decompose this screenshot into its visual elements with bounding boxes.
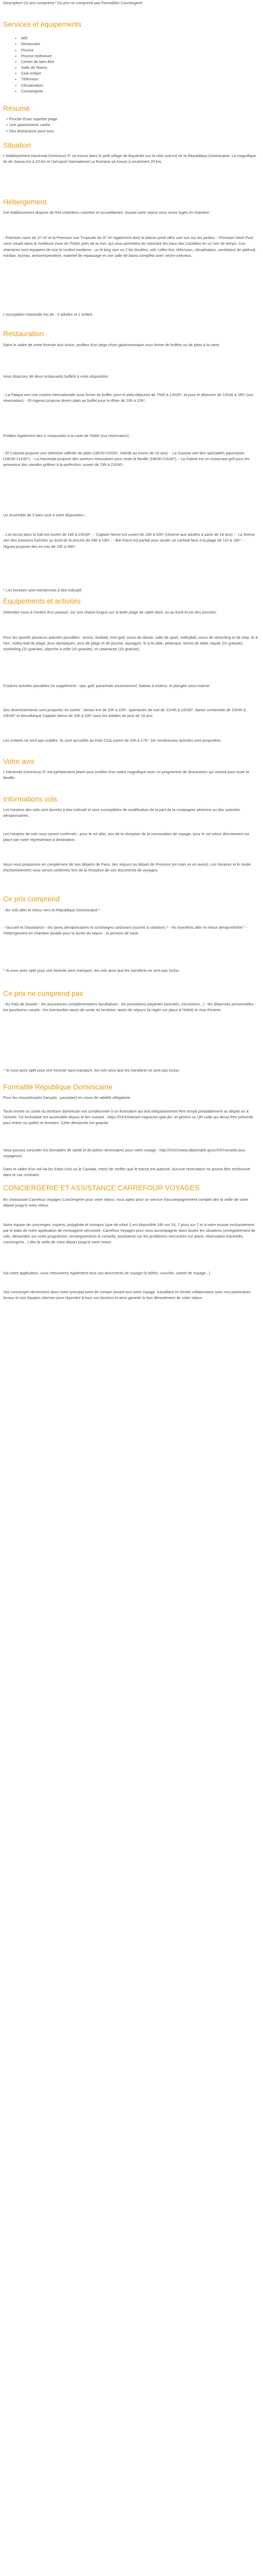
hebergement-rooms: - Premium room de 37 m² et la Premium vue Tropicale de 37 m² également dont le balcon privé offre une vue sur les jardins. - Premium Nivel Pool room située dans le meilleure zone de l'hôtel, près de la mer, qui vous permettra de rejoindre les eaux des Caraïbes en un rien de temps. Ces chambres sont équipées de tout le confort moderne : un lit king size ou 2 lits doubles, wifi, coffre-fort, télévision, climatisation, ventilateur de plafond, minibar, bureau, armoire/penderie, matériel de repassage et une salle de bains complète avec sèche-cheveux. xyxy=(3,235,256,258)
service-item: • Club enfant xyxy=(21,70,258,76)
prix-comprend-title: Ce prix comprend xyxy=(3,895,60,903)
informations-title: Informations vols xyxy=(3,795,57,803)
service-item: • Salle de fitness xyxy=(21,65,258,70)
hebergement-occupancy: L'occupation maximale est de : 3 adultes et 1 enfant. xyxy=(3,312,94,317)
resume-item: • Une gastronomie variée xyxy=(3,122,258,128)
equipements-title: Equipements et activités xyxy=(3,597,81,606)
services-title: Services et équipements xyxy=(3,20,82,28)
informations-p2: Les horaires de vols vous seront confirmés : pour le vol aller, lors de la réception de la convocation de voyage, pour le vol retour directement sur place par notre représentant à destination. xyxy=(3,832,250,843)
situation-title: Situation xyxy=(3,141,31,149)
formalite-title: Formalité République Dominicaine xyxy=(3,1083,113,1092)
restauration-buffets-intro: Vous disposez de deux restaurants buffets à votre disposition : xyxy=(3,373,110,379)
hebergement-title: Hébergement xyxy=(3,198,47,206)
conciergerie-p2: Notre équipe de concierges, experts, polyglotte et humains (que de robot !) est disponible 24h sur 24, 7 jours sur 7 et à votre écoute exclusivement par le biais de notre application de messagerie sécurisée, Carrefour Voyages pour vous accompagner dans toutes les situations (enregistrement de vols, demandes sur votre programme, renseignements & conseils, assistance sur les problèmes rencontrés sur place, réservation d'activités, conciergerie...) dès la veille de votre départ jusqu'à votre retour. xyxy=(3,1222,256,1245)
informations-p3: Nous vous proposons en complément de nos départs de Paris, des séjours au départ de Province (en train ou en avion). Les horaires et le mode d'acheminement vous seront confirmés lors de la réception de vos documents de voyages. xyxy=(3,862,251,873)
resume-title: Résumé xyxy=(3,104,30,112)
formalite-p1: Pour les ressortissants français : passeport en cours de validité obligatoire. xyxy=(3,1095,132,1100)
service-item: • Piscine xyxy=(21,47,258,53)
votre-avis-text: L'Hacienda Dominicus 5* est parfaitement placé pour profiter d'un cadre magnifique avec un programme de distractions qui mixera pour toute la famille. xyxy=(3,770,249,781)
service-item: • Télévision xyxy=(21,76,258,82)
situation-text: L'établissement Hacienda Dominicus 5* se trouve dans le petit village de Bayahibe sur la côte sud-est de la République Dominicaine. La magnifique Ile de Saona est à 23 km et l'aéroport international La Romana se trouve à seulement 20 km. xyxy=(3,153,256,164)
equipements-p5: Les enfants ne sont pas oubliés. Ils sont accueillis au Kids Club ouvert de 10h à 17h*. De nombreuses activités sont proposées. xyxy=(3,738,222,743)
services-list xyxy=(3,35,258,94)
section-nav: Description Ce prix comprend / Ce prix ne comprend pas Formalités Conciergerie xyxy=(3,1,143,5)
formalite-p2: Toute entrée ou sortie du territoire dominicain est conditionnée à un formulaire qui doit obligatoirement être rempli préalablement au départ ou à l'arrivée. Ce formulaire est accessible depuis le lien suivant : https://XXXXeticket.migracion.gob.do/, et génère un QR code qui devra être présenté pour entrer ou quitter le territoire. Cette démarche est gratuite. xyxy=(3,1108,254,1125)
restauration-buffets: - La Palapa sert une cuisine internationale sous forme de buffet, pour le petit-déjeuner de 7h00 à 12h30*, et pour le déjeuner de 12h30 à 16h* (sur réservation). - El Ingenio propose divers plats au buffet pour le dîner de 19h à 22h*. xyxy=(3,392,254,403)
restauration-intro: Dans le cadre de votre formule tout inclus, profitez d'un large choix gastronomique sous forme de buffets ou de plats à la carte. xyxy=(3,342,220,347)
conciergerie-title: CONCIERGERIE ET ASSISTANCE CARREFOUR VOYAGES xyxy=(3,1183,200,1192)
informations-p1: Les horaires des vols sont donnés à titre indicatif et sont susceptibles de modification de la part de la compagnie aérienne ou des autorités aéroportuaires. xyxy=(3,807,240,818)
conciergerie-p4: Vos concierges deviennent alors votre principal point de contact durant tout votre voyage, travaillant en étroite collaboration avec nos partenaires locaux et nos équipes internes pour répondre à tous vos besoins et ainsi garantir le bon déroulement de votre séjour. xyxy=(3,1289,251,1301)
equipements-p1: Détendez-vous à l'ombre d'un parasol, sur une chaise longue sur la belle plage de sable doré, ou au bord d'une des piscines. xyxy=(3,609,217,615)
restauration-bars: - Los Arcos dans le hall est ouvert de 18h à 23h30* ; - Captain Nemo est ouvert de 23h à 02h* (réservé aux adultes à partir de 18 ans) ; - La Sirena sert des boissons fraîches au bord de la piscine de 09h à 18h* ; - Bar Parra est parfait pour siroter un cocktail face à la plage de 11h à 18h* ; - Higuey propose des en-cas de 23h à 06h*. xyxy=(3,532,255,549)
prix-comprend-note: * Si vous avez opté pour une formule sans transport, les vols ainsi que les transferts ne sont pas inclus. xyxy=(3,968,180,973)
votre-avis-title: Votre avis xyxy=(3,757,35,765)
restauration-note: * Les horaires sont mentionnés à titre indicatif. xyxy=(3,588,83,593)
formalite-p3: Vous pouvez consulter les formalités de santé et de police nécessaires pour votre voyage : http://XXXXwww.diplomatie.gouv.fr/fr/conseils-aux-voyageurs/ xyxy=(3,1147,246,1158)
service-item: • Centre de bien-être xyxy=(21,59,258,65)
prix-comprend-list: - l'accueil et l'assistance - les taxes aéroportuaires et surcharges carburant (soumis à variation) * - les transferts aller et retour aéroport/hôtel * - l'hébergement en chambre double pour la durée du séjour - la pension de base xyxy=(3,925,248,936)
service-item: • Restaurant xyxy=(21,41,258,47)
prix-pas-title: Ce prix ne comprend pas xyxy=(3,989,83,998)
conciergerie-p1: En choisissant Carrefour Voyages Conciergerie pour votre séjour, vous optez pour un service d'accompagnement complet dès la veille de votre départ jusqu'à votre retour. xyxy=(3,1197,248,1208)
resume-item: • Des distractions pour tous xyxy=(3,128,258,134)
resume-list xyxy=(3,116,258,133)
equipements-p2: Pour les sportifs plusieurs activités possibles : tennis, football, mini-golf, cours de danse, salle de sport, volleyball, cours de stretching et de step, tir à l'arc, volley-ball de plage, jeux olympiques, jeux de plage et de piscine, aquagym, tir à la cible, pétanque, tennis de table, kayak (1h gratuite), snorkeling (1h gratuite), planche à voile (1h gratuite), et catamaran (1h gratuite). xyxy=(3,635,258,651)
prix-pas-note: * Si vous avez opté pour une formule sans transport, les vols ainsi que les transferts ne sont pas inclus. xyxy=(3,1068,180,1073)
equipements-p3: D'autres activités possibles en supplément : spa, golf, parachute ascensionnel, bateau à moteur, et plongée sous-marine. xyxy=(3,683,211,688)
service-item: • Piscine extérieure xyxy=(21,53,258,59)
restauration-alacarte-intro: Profitez également des 6 restaurants à la carte de l'hôtel (sur réservation) : xyxy=(3,433,132,438)
prix-pas-list: - les frais de dossier - les assurances complémentaires facultatives - les prestations payantes (activités, excursions...) - les dépenses personnelles - les pourboires usuels - les éventuelles taxes de sortie du territoire; taxes de séjours (à régler sur place à l'hôtel) et visa d'entrée xyxy=(3,1002,256,1013)
service-item: • Conciergerie xyxy=(21,88,258,94)
prix-comprend-intro: - les vols aller et retour vers la République Dominicaine * xyxy=(3,907,100,912)
restauration-alacarte: - El Colonial propose une sélection raffinée de plats (18h30-21h30*, interdit au moins de 10 ans). - La Gaviota sert des spécialités japonaises (18h30-21h30*). - La Hacienda propose des saveurs mexicaines pour toute la famille (18h30-21h30*). - La Galeta est un restaurant grill pour les amoureux des viandes grillées à la perfection, ouvert de 19h à 21h30*. xyxy=(3,451,250,468)
conciergerie-p3: Via notre application, vous retrouverez également tous vos documents de voyage (e-billets, voucher, carnet de voyage...) xyxy=(3,1270,210,1275)
service-item: • Wifi xyxy=(21,35,258,41)
service-item: • Climatisation xyxy=(21,82,258,88)
formalite-p4: Dans le cadre d'un vol via les Etats-Unis ou le Canada, merci de vérifier que le transit est autorisé. Aucune réservation ne pourra être remboursé dans le cas contraire. xyxy=(3,1166,250,1177)
restauration-title: Restauration xyxy=(3,330,44,338)
hebergement-intro: Cet établissement dispose de 504 chambres colorées et accueillantes. Durant votre séjour vous serez logés en chambre : xyxy=(3,210,211,215)
restauration-bars-intro: Un ensemble de 5 bars sont à votre disposition : xyxy=(3,513,86,518)
resume-item: • Proche d'une superbe plage xyxy=(3,116,258,122)
equipements-p4: Des divertissements sont proposés en soirée : shows live de 20h à 22h*, spectacles de nuit de 21h45 à 22h30*, danse orchestrée de 22h30 à 23h30* et discothèque Captain Nemo de 23h à 02h* pour les adultes de plus de 18 ans. xyxy=(3,707,246,718)
